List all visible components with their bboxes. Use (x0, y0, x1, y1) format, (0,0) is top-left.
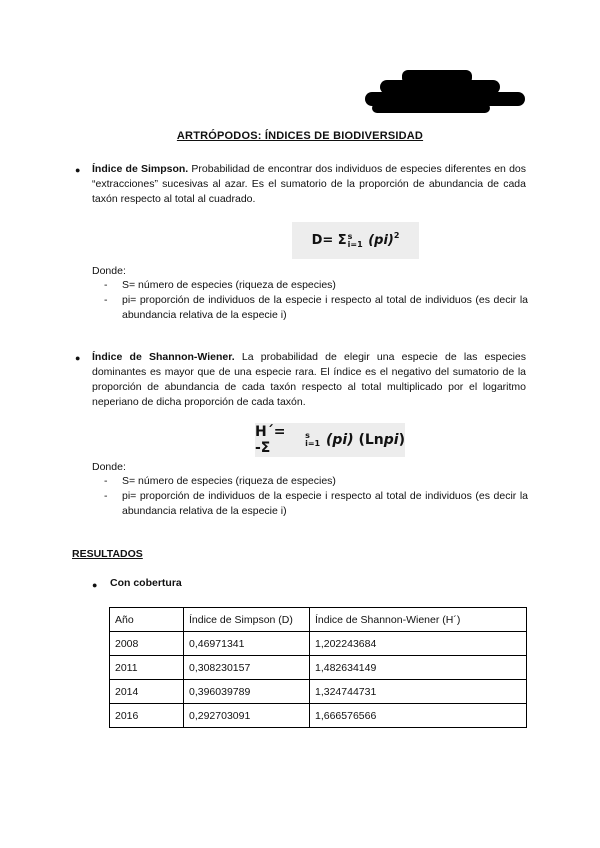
cell-shannon: 1,202243684 (310, 632, 527, 656)
header-shannon: Índice de Shannon-Wiener (H´) (310, 608, 527, 632)
simpson-paragraph (92, 162, 526, 207)
cell-simpson: 0,46971341 (184, 632, 310, 656)
results-heading: RESULTADOS (72, 548, 143, 560)
shannon-def-s: - S= número de especies (riqueza de especies) (104, 475, 336, 487)
cell-shannon: 1,482634149 (310, 656, 527, 680)
table-row (110, 656, 527, 680)
header-simpson: Índice de Simpson (D) (184, 608, 310, 632)
bullet-simpson: ● (75, 165, 81, 175)
cell-year: 2014 (110, 680, 184, 704)
table-row (110, 632, 527, 656)
simpson-name: Índice de Simpson. (92, 163, 189, 175)
header-year: Año (110, 608, 184, 632)
cell-year: 2016 (110, 704, 184, 728)
results-table (109, 607, 527, 728)
bullet-cobertura: ● (92, 580, 98, 590)
cell-simpson: 0,396039789 (184, 680, 310, 704)
shannon-description: La probabilidad de elegir una especie de las especies dominantes es mayor que de una especie rara. El índice es el negativo del sumatorio de la proporción de abundancia de cada taxón respecto al total multiplicado por el logaritmo neperiano de dicha proporción de cada taxón. (92, 351, 527, 408)
simpson-formula: D= Σ s i=1 (pi) $^2$ (292, 222, 419, 259)
table-row (110, 704, 527, 728)
cell-shannon: 1,666576566 (310, 704, 527, 728)
cell-simpson: 0,292703091 (184, 704, 310, 728)
shannon-paragraph (92, 350, 526, 410)
simpson-def-pi: - pi= proporción de individuos de la especie i respecto al total de individuos (es decir la abundancia relativa de la especie i) (104, 294, 528, 321)
table-row (110, 680, 527, 704)
results-subheading: Con cobertura (110, 577, 182, 589)
shannon-donde: Donde: (92, 461, 126, 473)
shannon-name: Índice de Shannon-Wiener. (92, 351, 235, 363)
bullet-shannon: ● (75, 353, 81, 363)
cell-shannon: 1,324744731 (310, 680, 527, 704)
simpson-def-s: - S= número de especies (riqueza de especies) (104, 279, 336, 291)
cell-year: 2008 (110, 632, 184, 656)
shannon-def-pi: - pi= proporción de individuos de la especie i respecto al total de individuos (es decir la abundancia relativa de la especie i) (104, 490, 528, 517)
simpson-description: Probabilidad de encontrar dos individuos de especies diferentes en dos “extracciones” sucesivas al azar. Es el sumatorio de la proporción de abundancia de cada taxón respecto al total al cuadrado. (92, 163, 526, 205)
cell-simpson: 0,308230157 (184, 656, 310, 680)
simpson-donde: Donde: (92, 265, 126, 277)
table-header-row (110, 608, 527, 632)
cell-year: 2011 (110, 656, 184, 680)
page-title: ARTRÓPODOS: ÍNDICES DE BIODIVERSIDAD (176, 130, 424, 142)
shannon-formula: H´= -Σ s i=1 (pi) (Ln pi ) (255, 424, 405, 456)
